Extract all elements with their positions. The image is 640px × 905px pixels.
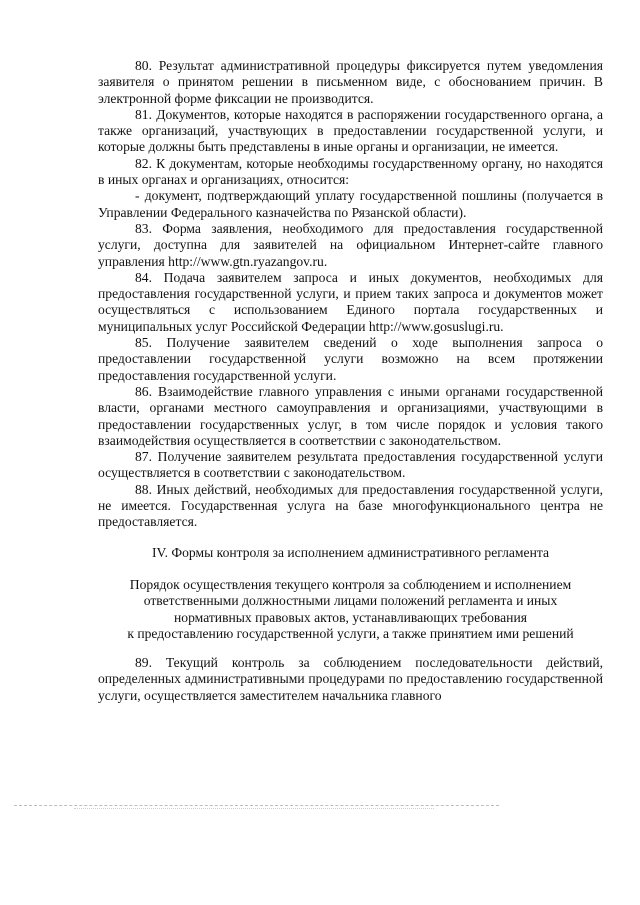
paragraph-88: 88. Иных действий, необходимых для предоставления государственной услуги, не имеется. Государственная услуга на базе многофункционального центра не предоставляется. [98,481,603,530]
paragraph-87: 87. Получение заявителем результата предоставления государственной услуги осуществляется в соответствии с законодательством. [98,449,603,481]
paragraph-86: 86. Взаимодействие главного управления с иными органами государственной власти, органами местного самоуправления и организациями, участвующими в предоставлении государственных услуг, в том числе порядок и условия такого взаимодействия осуществляется в соответствии с законодательством. [98,383,603,448]
section-heading: IV. Формы контроля за исполнением административного регламента [152,544,549,560]
subheading [98,577,603,642]
paragraph-81: 81. Документов, которые находятся в распоряжении государственного органа, а также организаций, участвующих в предоставлении государственной услуги, и которые должны быть представлены в иные органы и организации, не имеется. [98,106,603,155]
subheading-line: к предоставлению государственной услуги, а также принятием ими решений [127,625,574,641]
subheading-line: Порядок осуществления текущего контроля за соблюдением и исполнением [129,576,572,592]
paragraph-82-list-item: - документ, подтверждающий уплату государственной пошлины (получается в Управлении Федерального казначейства по Рязанской области). [98,188,603,220]
subheading-line: нормативных правовых актов, устанавливающих требования [174,609,527,625]
subheading-line: ответственными должностными лицами положений регламента и иных [143,593,558,609]
document-page [98,58,603,704]
paragraph-83: 83. Форма заявления, необходимого для предоставления государственной услуги, доступна для заявителей на официальном Интернет-сайте главного управления http://www.gtn.ryazangov.ru. [98,220,603,269]
paragraph-80: 80. Результат административной процедуры фиксируется путем уведомления заявителя о принятом решении в письменном виде, с обоснованием причин. В электронной форме фиксации не производится. [98,58,603,106]
paragraph-89: 89. Текущий контроль за соблюдением последовательности действий, определенных административными процедурами по предоставлению государственной услуги, осуществляется заместителем начальника главного [98,655,603,703]
paragraph-85: 85. Получение заявителем сведений о ходе выполнения запроса о предоставлении государственной услуги возможно на всем протяжении предоставления государственной услуги. [98,335,603,383]
scan-artifact-lines [14,805,499,810]
paragraph-82: 82. К документам, которые необходимы государственному органу, но находятся в иных органах и организациях, относится: [98,155,603,188]
paragraph-84: 84. Подача заявителем запроса и иных документов, необходимых для предоставления государственной услуги, и прием таких запроса и документов может осуществляться с использованием Единого портала государственных и муниципальных услуг Российской Федерации http://www.gosuslugi.ru. [98,269,603,334]
